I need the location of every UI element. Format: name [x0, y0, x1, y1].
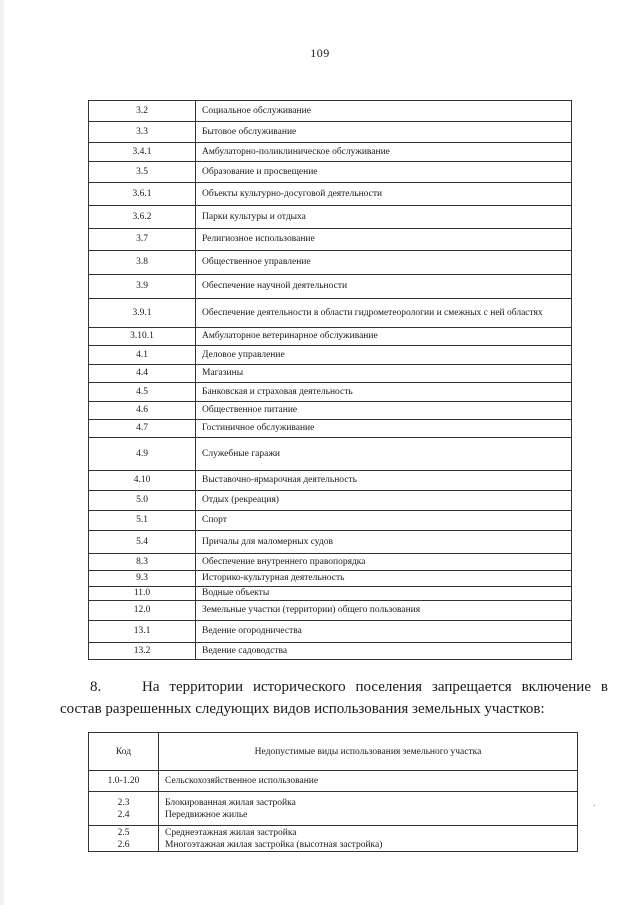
table-row [89, 162, 572, 183]
table-row [89, 346, 572, 365]
description-line: Передвижное жилье [165, 809, 248, 820]
table-row [89, 143, 572, 162]
row-description: Историко-культурная деятельность [196, 571, 572, 587]
header-description: Недопустимые виды использования земельного участка [159, 733, 578, 771]
row-description: Деловое управление [196, 346, 572, 365]
row-code: 3.9 [89, 275, 196, 299]
row-description: Обеспечение научной деятельности [196, 275, 572, 299]
row-code: 4.1 [89, 346, 196, 365]
row-code: 12.0 [89, 601, 196, 621]
table-row [89, 420, 572, 438]
table-row [89, 122, 572, 143]
row-description: Общественное питание [196, 402, 572, 420]
row-code: 4.5 [89, 383, 196, 402]
table-row [89, 438, 572, 471]
table-row [89, 643, 572, 660]
row-code: 3.7 [89, 229, 196, 251]
row-code: 3.6.2 [89, 206, 196, 229]
row-code: 4.6 [89, 402, 196, 420]
row-code: 3.10.1 [89, 328, 196, 346]
row-description: Спорт [196, 511, 572, 531]
row-code: 3.8 [89, 251, 196, 275]
row-code: 5.0 [89, 491, 196, 511]
table-row [89, 587, 572, 601]
row-description: Религиозное использование [196, 229, 572, 251]
table-row [89, 531, 572, 554]
table-row [89, 792, 578, 826]
row-code: 3.2 [89, 101, 196, 122]
row-description [159, 826, 578, 852]
row-code: 3.5 [89, 162, 196, 183]
row-description: Общественное управление [196, 251, 572, 275]
row-code: 11.0 [89, 587, 196, 601]
table-row [89, 601, 572, 621]
table-row [89, 229, 572, 251]
row-code: 4.4 [89, 365, 196, 383]
row-description: Социальное обслуживание [196, 101, 572, 122]
row-description: Парки культуры и отдыха [196, 206, 572, 229]
row-code: 13.1 [89, 621, 196, 643]
row-description: Служебные гаражи [196, 438, 572, 471]
row-description: Причалы для маломерных судов [196, 531, 572, 554]
row-code: 3.4.1 [89, 143, 196, 162]
row-code: 4.9 [89, 438, 196, 471]
table-row [89, 471, 572, 491]
row-description: Образование и просвещение [196, 162, 572, 183]
row-description: Гостиничное обслуживание [196, 420, 572, 438]
table-row [89, 299, 572, 328]
row-code: 3.9.1 [89, 299, 196, 328]
code-line: 1.0-1.20 [107, 776, 140, 786]
code-line: 2.5 [117, 827, 130, 838]
table-row [89, 101, 572, 122]
table-row [89, 251, 572, 275]
paragraph-number: 8. [90, 679, 102, 695]
row-description: Ведение огородничества [196, 621, 572, 643]
table-row [89, 571, 572, 587]
row-description: Амбулаторно-поликлиническое обслуживание [196, 143, 572, 162]
table-row [89, 511, 572, 531]
table-row [89, 383, 572, 402]
row-description: Отдых (рекреация) [196, 491, 572, 511]
row-code [89, 771, 159, 792]
row-description: Магазины [196, 365, 572, 383]
row-description: Банковская и страховая деятельность [196, 383, 572, 402]
row-description: Водные объекты [196, 587, 572, 601]
table-row [89, 402, 572, 420]
table-row [89, 328, 572, 346]
table-header-row [89, 733, 578, 771]
table-row [89, 206, 572, 229]
row-description: Выставочно-ярмарочная деятельность [196, 471, 572, 491]
row-code: 5.1 [89, 511, 196, 531]
table-row [89, 621, 572, 643]
permitted-uses-table [88, 100, 572, 660]
row-description [159, 792, 578, 826]
row-description [159, 771, 578, 792]
description-line: Блокированная жилая застройка [165, 797, 296, 808]
prohibited-uses-table [88, 732, 578, 852]
scan-speck [594, 805, 595, 806]
table-row [89, 826, 578, 852]
table-row [89, 275, 572, 299]
row-description: Амбулаторное ветеринарное обслуживание [196, 328, 572, 346]
row-code: 13.2 [89, 643, 196, 660]
table-row [89, 365, 572, 383]
paragraph-8 [60, 676, 608, 720]
paragraph-text: На территории исторического поселения запрещается включение в состав разрешенных следующих видов использования земельных участков: [60, 679, 608, 717]
row-description: Бытовое обслуживание [196, 122, 572, 143]
row-description: Обеспечение внутреннего правопорядка [196, 554, 572, 571]
header-code: Код [89, 733, 159, 771]
description-line: Сельскохозяйственное использование [165, 776, 319, 786]
row-description: Земельные участки (территории) общего пользования [196, 601, 572, 621]
row-code: 9.3 [89, 571, 196, 587]
table-row [89, 771, 578, 792]
scan-edge [0, 0, 4, 905]
row-code [89, 792, 159, 826]
row-code [89, 826, 159, 852]
description-line: Многоэтажная жилая застройка (высотная застройка) [165, 839, 383, 850]
table-row [89, 491, 572, 511]
page-number: 109 [310, 46, 330, 60]
row-code: 4.7 [89, 420, 196, 438]
row-description: Обеспечение деятельности в области гидрометеорологии и смежных с ней областях [196, 299, 572, 328]
table-row [89, 183, 572, 206]
table-row [89, 554, 572, 571]
row-code: 5.4 [89, 531, 196, 554]
code-line: 2.4 [117, 809, 130, 820]
description-line: Среднеэтажная жилая застройка [165, 827, 297, 838]
code-line: 2.6 [117, 839, 130, 850]
code-line: 2.3 [117, 797, 130, 808]
row-code: 3.3 [89, 122, 196, 143]
row-code: 3.6.1 [89, 183, 196, 206]
row-description: Объекты культурно-досуговой деятельности [196, 183, 572, 206]
row-description: Ведение садоводства [196, 643, 572, 660]
row-code: 8.3 [89, 554, 196, 571]
row-code: 4.10 [89, 471, 196, 491]
